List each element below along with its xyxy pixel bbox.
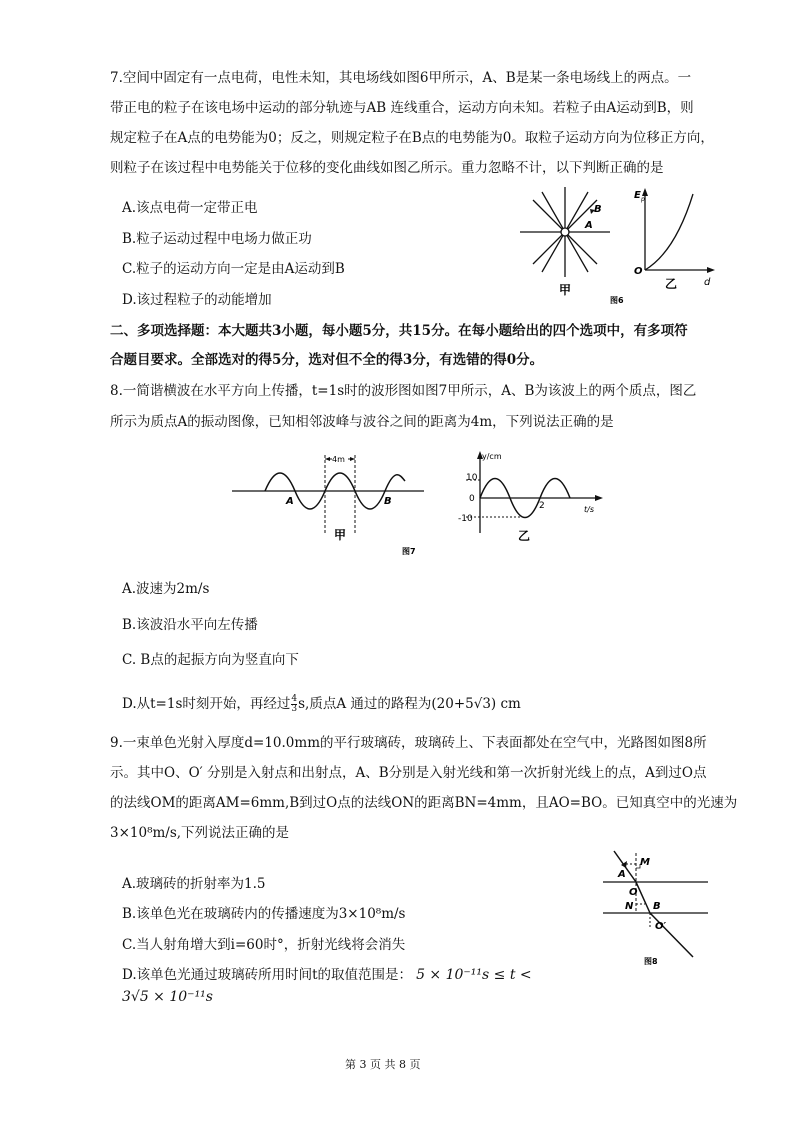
q9-stem-line-1: 9.一束单色光射入厚度d=10.0mm的平行玻璃砖，玻璃砖上、下表面都处在空气中，光路图如图8所 xyxy=(110,735,707,751)
fig7-label-yi: 乙 xyxy=(518,529,531,543)
q7-option-d: D.该过程粒子的动能增加 xyxy=(122,292,272,308)
q9-stem-line-4: 3×10⁸m/s,下列说法正确的是 xyxy=(110,825,290,841)
fig6-label-yi: 乙 xyxy=(665,277,678,291)
fig6-caption: 图6 xyxy=(610,296,624,305)
fig6-label-b: B xyxy=(594,204,602,215)
section-2-heading-line-2: 合题目要求。全部选对的得5分，选对但不全的得3分，有选错的得0分。 xyxy=(110,352,544,368)
fraction-denominator: 3 xyxy=(291,704,298,714)
fig8-label-m: M xyxy=(640,857,650,868)
q9-stem-line-2: 示。其中O、O′ 分别是入射点和出射点，A、B分别是入射光线和第一次折射光线上的点，A到过O点 xyxy=(110,765,707,781)
q9-option-d-math-1: 5 × 10⁻¹¹s ≤ t < xyxy=(416,967,532,983)
figure-8 xyxy=(598,845,716,967)
section-2-heading-line-1: 二、多项选择题：本大题共3小题，每小题5分，共15分。在每小题给出的四个选项中，有多项符 xyxy=(110,323,688,339)
q7-stem-line-3: 规定粒子在A点的电势能为0；反之，则规定粒子在B点的电势能为0。取粒子运动方向为位移正方向， xyxy=(110,130,714,146)
fraction-numerator: 4 xyxy=(291,694,298,704)
fig6-label-jia: 甲 xyxy=(559,283,572,297)
fig6-label-e: E xyxy=(634,190,641,201)
q9-stem-line-3: 的法线OM的距离AM=6mm,B到过O点的法线ON的距离BN=4mm，且AO=BO。已知真空中的光速为 xyxy=(110,795,738,811)
figure-7 xyxy=(228,447,608,557)
fig7-label-b: B xyxy=(384,496,392,507)
figure-6 xyxy=(515,182,720,307)
fig6-label-o: O xyxy=(634,266,643,277)
fig8-caption: 图8 xyxy=(644,957,658,966)
fig7-label-2: 2 xyxy=(539,501,545,511)
q9-option-b: B.该单色光在玻璃砖内的传播速度为3×10⁸m/s xyxy=(122,906,406,922)
q7-stem-line-1: 7.空间中固定有一点电荷，电性未知，其电场线如图6甲所示，A、B是某一条电场线上的两点。一 xyxy=(110,70,692,86)
q7-option-b: B.粒子运动过程中电场力做正功 xyxy=(122,231,312,247)
q8-option-d-fraction xyxy=(291,695,297,714)
q8-option-b: B.该波沿水平向左传播 xyxy=(122,617,258,633)
q8-option-a: A.波速为2m/s xyxy=(122,581,210,597)
q7-stem-line-2: 带正电的粒子在该电场中运动的部分轨迹与AB 连线重合，运动方向未知。若粒子由A运动到B，则 xyxy=(110,100,694,116)
q8-option-d-prefix: D.从t=1s时刻开始，再经过 xyxy=(122,696,291,712)
q8-stem-line-2: 所示为质点A的振动图像，已知相邻波峰与波谷之间的距离为4m，下列说法正确的是 xyxy=(110,414,614,430)
q9-option-a: A.玻璃砖的折射率为1.5 xyxy=(122,876,266,892)
fig7-label-ycm: y/cm xyxy=(482,452,502,461)
fig7-label-0: 0 xyxy=(469,494,475,504)
fig6-label-a: A xyxy=(585,220,593,231)
fig6-label-d: d xyxy=(704,277,711,288)
ep-curve-graph xyxy=(645,194,710,270)
fig8-label-a: A xyxy=(618,869,626,880)
waveform-graph xyxy=(232,455,424,533)
q7-stem-line-4: 则粒子在该过程中电势能关于位移的变化曲线如图乙所示。重力忽略不计，以下判断正确的是 xyxy=(110,160,664,176)
q9-option-c: C.当人射角增大到i=60时°，折射光线将会消失 xyxy=(122,937,406,953)
q9-option-d-math-2: 3√5 × 10⁻¹¹s xyxy=(122,989,213,1005)
q7-option-c: C.粒子的运动方向一定是由A运动到B xyxy=(122,261,345,277)
fig7-label-ts: t/s xyxy=(584,505,594,514)
field-lines-diagram xyxy=(520,187,610,277)
fig6-label-e-sub: p xyxy=(641,196,645,203)
fig7-label-jia: 甲 xyxy=(334,528,347,542)
q8-stem-line-1: 8.一简谐横波在水平方向上传播，t=1s时的波形图如图7甲所示，A、B为该波上的两个质点，图乙 xyxy=(110,383,697,399)
page-number: 第 3 页 共 8 页 xyxy=(345,1058,421,1071)
fig8-label-o: O xyxy=(629,887,638,898)
fig8-label-o-prime: O′ xyxy=(655,921,667,932)
q7-option-a: A.该点电荷一定带正电 xyxy=(122,200,258,216)
fig7-label-minus-10: -10 xyxy=(458,514,473,524)
fig7-label-4m: 4m xyxy=(332,455,345,464)
vibration-graph xyxy=(466,455,598,533)
q9-option-d xyxy=(122,965,532,985)
q8-option-c: C. B点的起振方向为竖直向下 xyxy=(122,652,299,668)
fig7-label-10: 10 xyxy=(466,473,478,483)
q8-option-d-suffix: s,质点A 通过的路程为(20+5√3) cm xyxy=(298,696,521,712)
q8-option-d xyxy=(122,694,521,714)
fig7-caption: 图7 xyxy=(402,547,416,556)
q9-option-d-text: D.该单色光通过玻璃砖所用时间t的取值范围是： xyxy=(122,967,413,983)
fig8-label-n: N xyxy=(625,901,634,912)
fig7-label-a: A xyxy=(286,496,294,507)
fig8-label-b: B xyxy=(653,901,661,912)
